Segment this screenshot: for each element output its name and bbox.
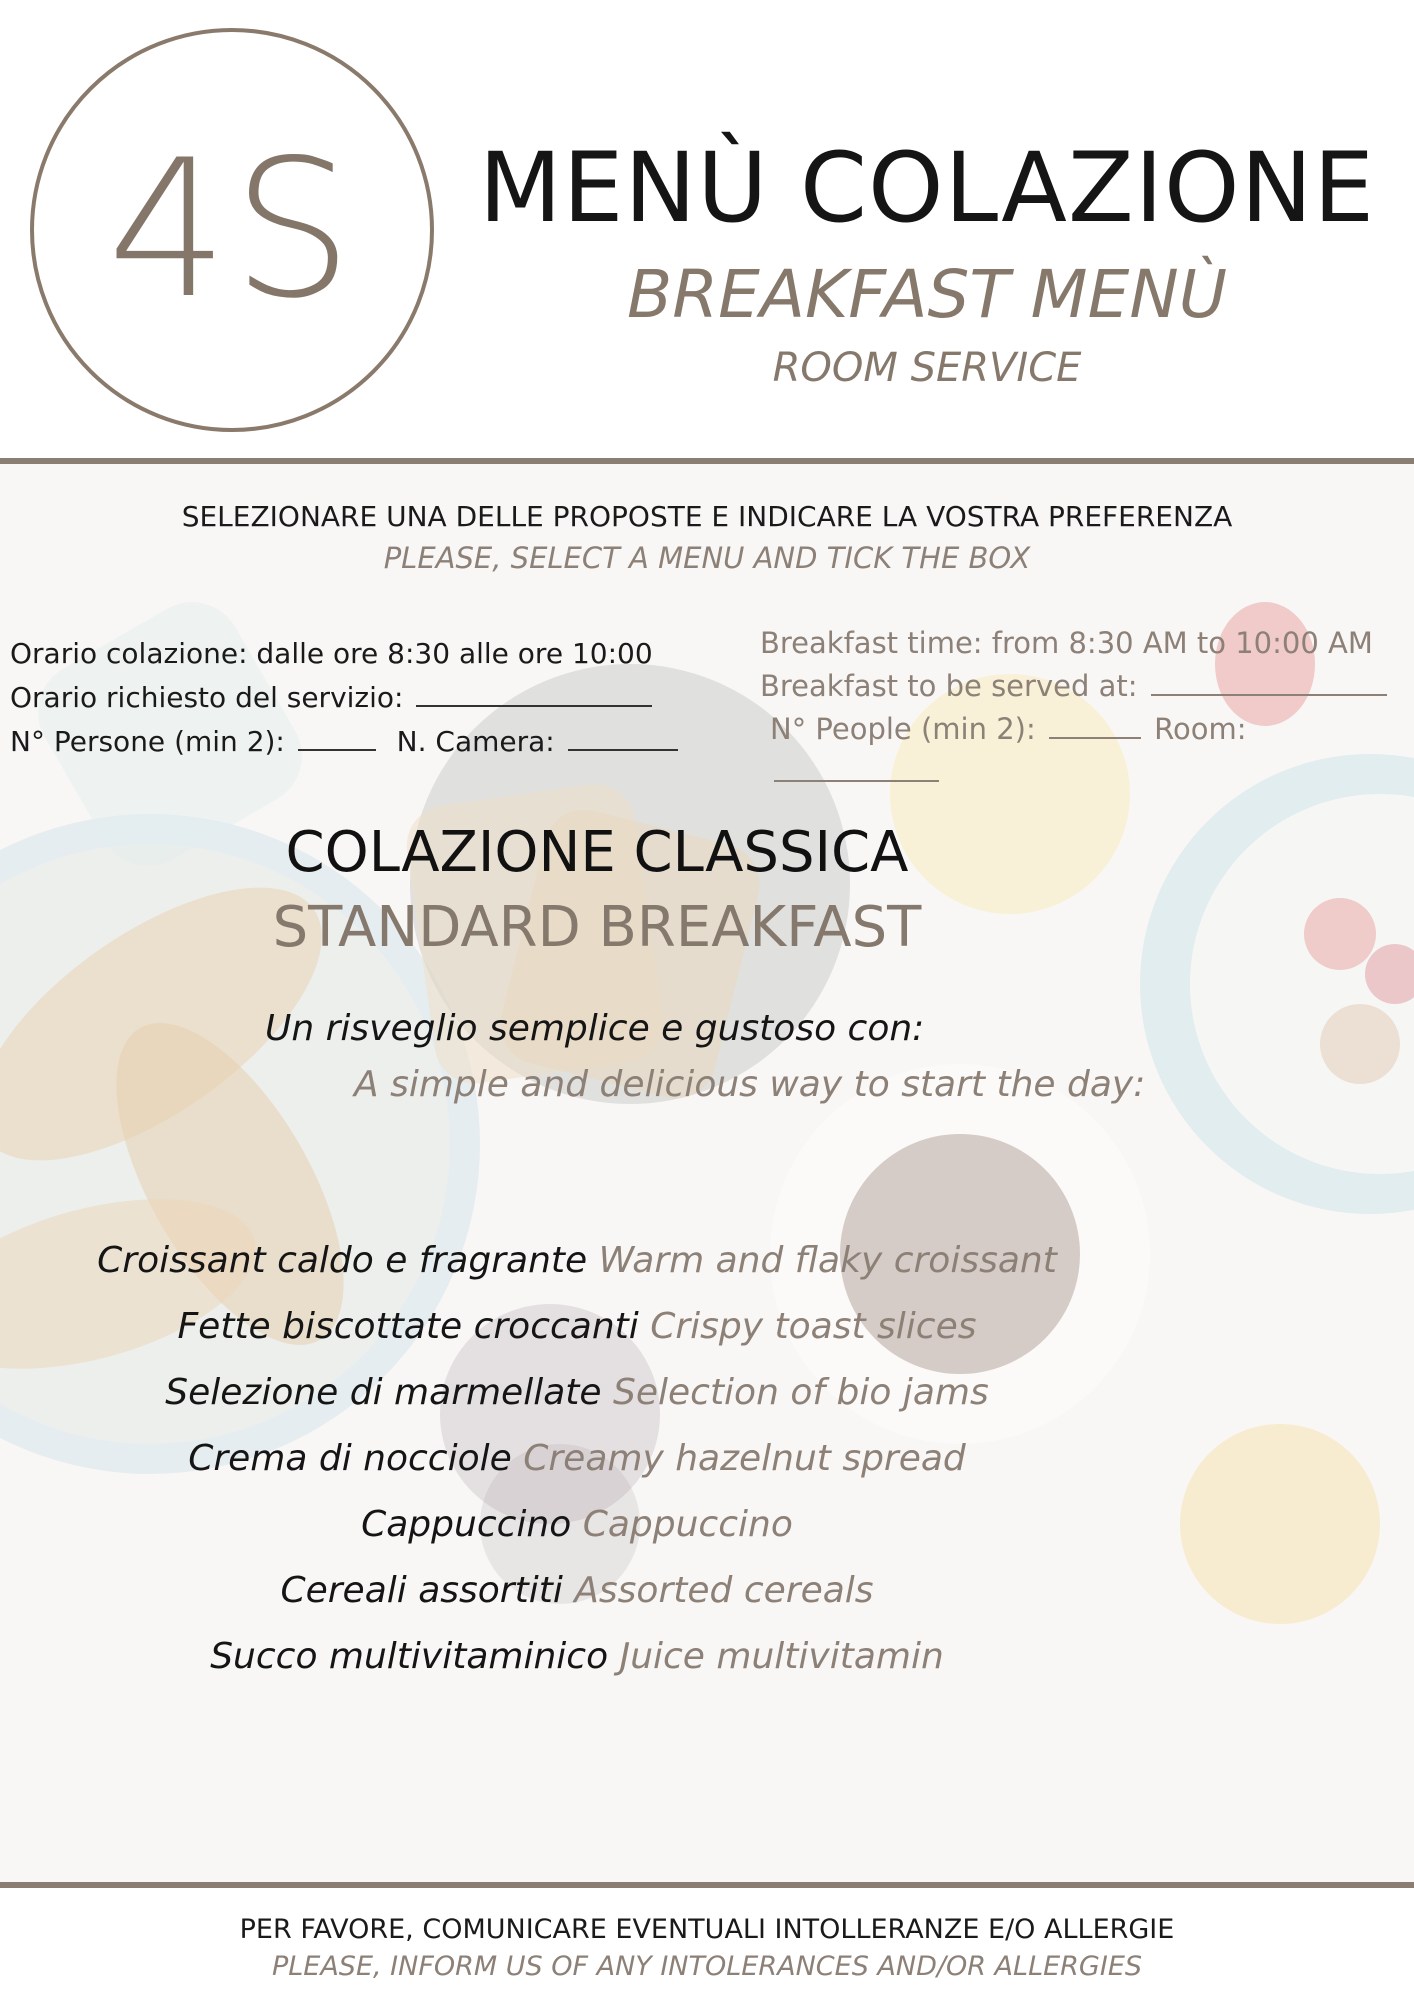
item-en: Warm and flaky croissant — [598, 1240, 1057, 1281]
menu-items — [0, 1228, 1284, 1690]
menu-item — [0, 1360, 1284, 1426]
intro-en: A simple and delicious way to start the day: — [354, 1064, 1146, 1105]
section-title-it: COLAZIONE CLASSICA — [285, 820, 909, 885]
footer-it: PER FAVORE, COMUNICARE EVENTUALI INTOLLERANZE E/O ALLERGIE — [239, 1914, 1175, 1945]
service-label: ROOM SERVICE — [772, 345, 1082, 391]
item-it: Fette biscottate croccanti — [177, 1306, 639, 1347]
breakfast-time-it: Orario colazione: dalle ore 8:30 alle ore 10:00 — [10, 637, 653, 670]
breakfast-time-en: Breakfast time: from 8:30 AM to 10:00 AM — [760, 626, 1373, 660]
served-at-field[interactable] — [1151, 690, 1387, 696]
requested-time-label: Orario richiesto del servizio: — [10, 681, 404, 714]
people-room-row — [10, 720, 678, 764]
page-title: MENÙ COLAZIONE — [478, 132, 1376, 244]
room-label-en: Room: — [1154, 712, 1247, 746]
item-it: Cereali assortiti — [280, 1570, 563, 1611]
room-field-en[interactable] — [774, 776, 939, 782]
item-en: Juice multivitamin — [619, 1636, 944, 1677]
served-at-row — [760, 665, 1414, 708]
item-it: Succo multivitaminico — [210, 1636, 609, 1677]
room-label-it: N. Camera: — [396, 725, 555, 758]
people-label-en: N° People (min 2): — [770, 712, 1036, 746]
form-it — [10, 632, 678, 764]
page-subtitle: BREAKFAST MENÙ — [626, 256, 1228, 333]
people-room-row-en — [760, 708, 1414, 794]
intro-it: Un risveglio semplice e gustoso con: — [265, 1008, 925, 1049]
item-en: Crispy toast slices — [650, 1306, 977, 1347]
requested-time-field[interactable] — [416, 701, 652, 707]
menu-item — [0, 1294, 1284, 1360]
item-it: Selezione di marmellate — [165, 1372, 602, 1413]
item-it: Croissant caldo e fragrante — [97, 1240, 588, 1281]
instructions-en: PLEASE, SELECT A MENU AND TICK THE BOX — [383, 541, 1031, 575]
people-label-it: N° Persone (min 2): — [10, 725, 285, 758]
requested-time-row — [10, 676, 678, 720]
served-at-label: Breakfast to be served at: — [760, 669, 1138, 703]
item-en: Creamy hazelnut spread — [523, 1438, 966, 1479]
item-en: Cappuccino — [582, 1504, 793, 1545]
menu-item — [0, 1228, 1284, 1294]
people-field-en[interactable] — [1049, 733, 1141, 739]
menu-item — [0, 1624, 1284, 1690]
footer-en: PLEASE, INFORM US OF ANY INTOLERANCES AND/OR ALLERGIES — [271, 1951, 1143, 1982]
item-it: Crema di nocciole — [188, 1438, 512, 1479]
room-field-it[interactable] — [568, 745, 678, 751]
form-en — [760, 622, 1414, 794]
item-en: Assorted cereals — [574, 1570, 874, 1611]
logo-text: 4S — [107, 119, 357, 340]
logo — [30, 28, 434, 432]
item-en: Selection of bio jams — [613, 1372, 989, 1413]
item-it: Cappuccino — [361, 1504, 572, 1545]
people-field-it[interactable] — [298, 745, 376, 751]
section-title-en: STANDARD BREAKFAST — [272, 895, 922, 960]
menu-item — [0, 1558, 1284, 1624]
menu-item — [0, 1426, 1284, 1492]
instructions-it: SELEZIONARE UNA DELLE PROPOSTE E INDICARE LA VOSTRA PREFERENZA — [181, 500, 1233, 533]
menu-item — [0, 1492, 1284, 1558]
